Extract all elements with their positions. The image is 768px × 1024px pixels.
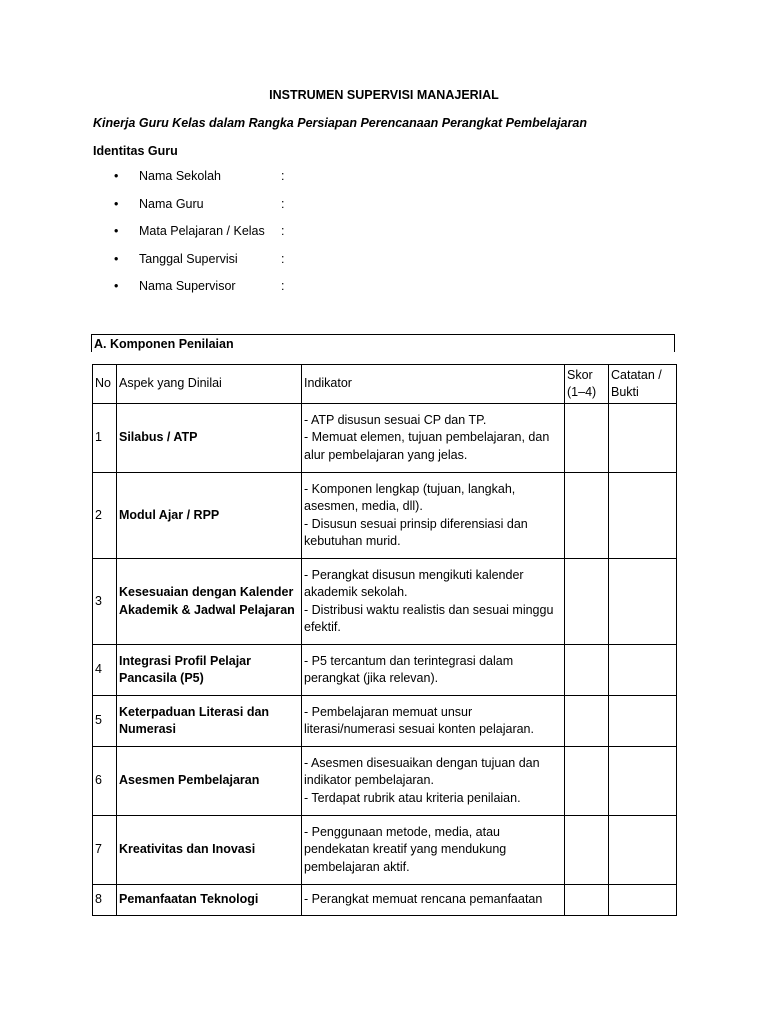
field-label: Nama Supervisor (139, 279, 236, 293)
skor-cell[interactable] (565, 696, 609, 747)
row-no: 4 (93, 645, 117, 696)
indikator-line: - Perangkat memuat rencana pemanfaatan (304, 892, 543, 907)
row-no: 5 (93, 696, 117, 747)
row-indikator (302, 559, 565, 645)
assessment-table (92, 364, 677, 916)
table-row (93, 559, 677, 645)
catatan-cell[interactable] (609, 816, 677, 885)
catatan-cell[interactable] (609, 747, 677, 816)
row-indikator (302, 473, 565, 559)
skor-cell[interactable] (565, 404, 609, 473)
row-aspek: Kesesuaian dengan Kalender Akademik & Jadwal Pelajaran (117, 559, 302, 645)
row-no: 3 (93, 559, 117, 645)
header-aspek: Aspek yang Dinilai (117, 365, 302, 404)
row-aspek: Kreativitas dan Inovasi (117, 816, 302, 885)
field-label: Tanggal Supervisi (139, 251, 238, 266)
indikator-line: - ATP disusun sesuai CP dan TP. (304, 412, 487, 427)
row-aspek: Modul Ajar / RPP (117, 473, 302, 559)
catatan-cell[interactable] (609, 696, 677, 747)
field-separator: : (281, 169, 285, 183)
catatan-cell[interactable] (609, 404, 677, 473)
row-aspek: Keterpaduan Literasi dan Numerasi (117, 696, 302, 747)
bullet-icon: • (114, 169, 119, 183)
catatan-cell[interactable] (609, 885, 677, 916)
field-label: Nama Sekolah (139, 169, 221, 183)
indikator-line: - Pembelajaran memuat unsur literasi/numerasi sesuai konten pelajaran. (304, 704, 534, 736)
row-indikator (302, 747, 565, 816)
table-header-row (93, 365, 677, 404)
row-aspek: Asesmen Pembelajaran (117, 747, 302, 816)
header-indikator: Indikator (302, 365, 565, 404)
table-row (93, 696, 677, 747)
row-aspek: Integrasi Profil Pelajar Pancasila (P5) (117, 645, 302, 696)
field-separator: : (281, 251, 285, 266)
row-indikator (302, 885, 565, 916)
bullet-icon: • (114, 279, 119, 293)
indikator-line: - Asesmen disesuaikan dengan tujuan dan indikator pembelajaran. (304, 755, 540, 788)
row-no: 1 (93, 404, 117, 473)
skor-cell[interactable] (565, 885, 609, 916)
section-heading: A. Komponen Penilaian (91, 334, 675, 352)
indikator-line: - P5 tercantum dan terintegrasi dalam perangkat (jika relevan). (304, 653, 514, 685)
row-aspek: Silabus / ATP (117, 404, 302, 473)
row-indikator (302, 645, 565, 696)
catatan-cell[interactable] (609, 645, 677, 696)
identity-field (114, 279, 284, 307)
table-row (93, 404, 677, 473)
skor-cell[interactable] (565, 645, 609, 696)
table-row (93, 747, 677, 816)
row-indikator (302, 816, 565, 885)
skor-cell[interactable] (565, 473, 609, 559)
indikator-line: - Komponen lengkap (tujuan, langkah, asesmen, media, dll). (304, 481, 516, 513)
indikator-line: - Memuat elemen, tujuan pembelajaran, dan alur pembelajaran yang jelas. (304, 430, 550, 462)
catatan-cell[interactable] (609, 473, 677, 559)
table-row (93, 885, 677, 916)
identity-field (114, 224, 284, 252)
field-label: Mata Pelajaran / Kelas (139, 224, 265, 238)
identity-field-list (114, 169, 284, 307)
row-aspek: Pemanfaatan Teknologi (117, 885, 302, 916)
indikator-line: - Perangkat disusun mengikuti kalender akademik sekolah. (304, 567, 524, 599)
row-no: 7 (93, 816, 117, 885)
indikator-line: - Distribusi waktu realistis dan sesuai minggu efektif. (304, 602, 554, 634)
table-row (93, 816, 677, 885)
field-separator: : (281, 279, 285, 293)
field-separator: : (281, 196, 285, 211)
row-indikator (302, 404, 565, 473)
header-no: No (93, 365, 117, 404)
skor-cell[interactable] (565, 747, 609, 816)
identity-field (114, 252, 284, 280)
skor-cell[interactable] (565, 816, 609, 885)
field-separator: : (281, 224, 285, 238)
header-catatan: Catatan / Bukti (609, 365, 677, 404)
skor-cell[interactable] (565, 559, 609, 645)
table-row (93, 473, 677, 559)
header-skor: Skor (1–4) (565, 365, 609, 404)
document-title: INSTRUMEN SUPERVISI MANAJERIAL (269, 88, 499, 102)
row-no: 6 (93, 747, 117, 816)
table-row (93, 645, 677, 696)
indikator-line: - Penggunaan metode, media, atau pendekatan kreatif yang mendukung pembelajaran aktif. (304, 824, 507, 874)
field-label: Nama Guru (139, 196, 204, 211)
indikator-line: - Disusun sesuai prinsip diferensiasi dan kebutuhan murid. (304, 516, 528, 548)
document-subtitle: Kinerja Guru Kelas dalam Rangka Persiapan Perencanaan Perangkat Pembelajaran (93, 116, 587, 130)
bullet-icon: • (114, 224, 119, 238)
identity-field (114, 197, 284, 225)
row-no: 2 (93, 473, 117, 559)
catatan-cell[interactable] (609, 559, 677, 645)
identity-heading: Identitas Guru (93, 144, 178, 158)
bullet-icon: • (114, 251, 119, 266)
bullet-icon: • (114, 196, 119, 211)
row-indikator (302, 696, 565, 747)
indikator-line: - Terdapat rubrik atau kriteria penilaian. (304, 790, 521, 805)
row-no: 8 (93, 885, 117, 916)
identity-field (114, 169, 284, 197)
